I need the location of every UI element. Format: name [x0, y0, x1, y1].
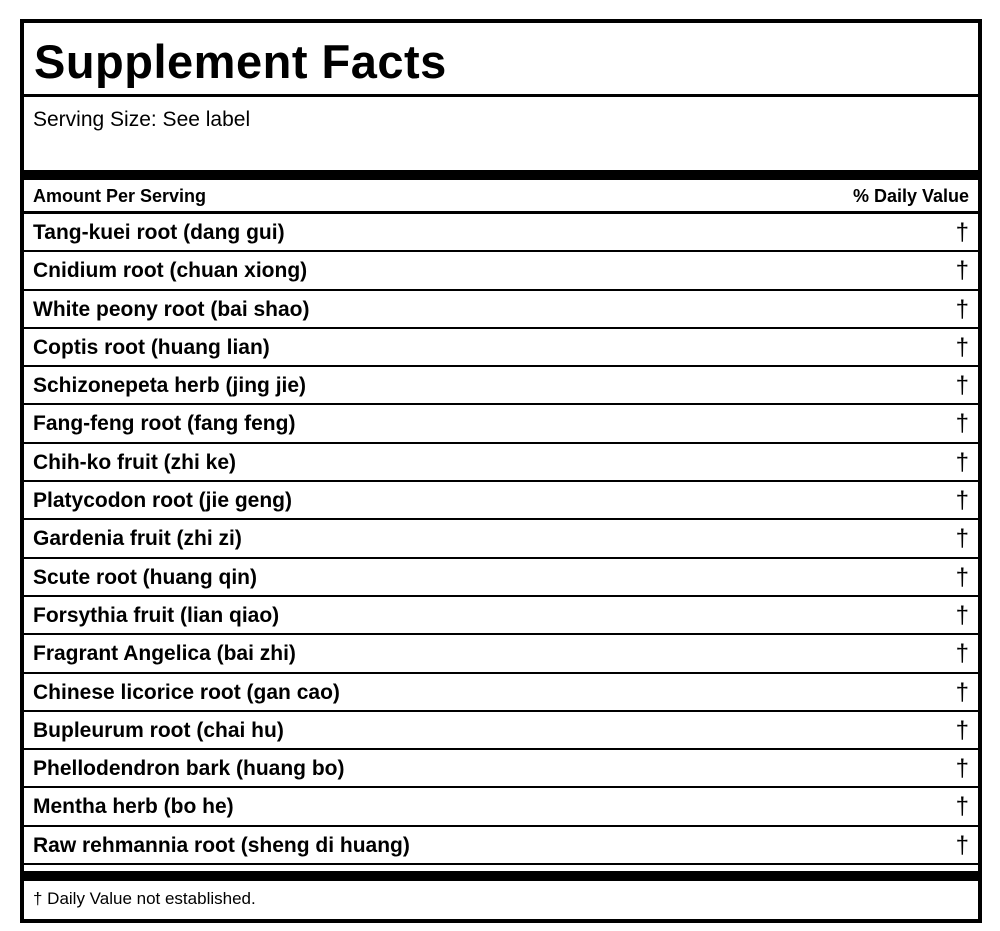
ingredient-row [24, 597, 978, 635]
ingredient-name: Tang-kuei root (dang gui) [33, 221, 285, 244]
daily-value-dagger: † [955, 219, 969, 246]
serving-size: Serving Size: See label [33, 108, 251, 131]
ingredient-row [24, 788, 978, 826]
column-header-row [24, 180, 978, 214]
ingredient-row [24, 291, 978, 329]
thick-divider-top [24, 170, 978, 180]
daily-value-dagger: † [955, 563, 969, 591]
ingredient-name: Coptis root (huang lian) [33, 335, 270, 359]
daily-value-dagger: † [955, 372, 969, 400]
ingredient-row [24, 635, 978, 673]
daily-value-dagger: † [955, 793, 969, 821]
ingredient-row [24, 214, 978, 252]
daily-value-dagger: † [955, 448, 969, 476]
ingredient-row [24, 520, 978, 558]
footnote: † Daily Value not established. [33, 889, 256, 908]
daily-value-dagger: † [955, 295, 969, 323]
ingredient-row [24, 405, 978, 443]
ingredient-name: Gardenia fruit (zhi zi) [33, 527, 242, 551]
ingredient-row [24, 482, 978, 520]
supplement-facts-label [20, 19, 982, 923]
daily-value-dagger: † [955, 601, 969, 629]
ingredient-row [24, 750, 978, 788]
daily-value-dagger: † [955, 640, 969, 668]
ingredient-name: White peony root (bai shao) [33, 297, 310, 321]
daily-value-dagger: † [955, 410, 969, 438]
ingredient-name: Cnidium root (chuan xiong) [33, 259, 308, 283]
daily-value-dagger: † [955, 716, 969, 744]
daily-value-dagger: † [955, 678, 969, 706]
daily-value-dagger: † [955, 831, 969, 859]
title-section [24, 23, 978, 97]
ingredient-name: Chih-ko fruit (zhi ke) [33, 450, 236, 474]
ingredient-row [24, 559, 978, 597]
ingredient-row [24, 329, 978, 367]
ingredient-row [24, 674, 978, 712]
serving-section [24, 97, 978, 170]
thick-divider-bottom [24, 871, 978, 881]
ingredient-row [24, 367, 978, 405]
daily-value-dagger: † [955, 525, 969, 553]
ingredient-list [24, 214, 978, 865]
ingredient-name: Bupleurum root (chai hu) [33, 718, 284, 742]
ingredient-name: Fang-feng root (fang feng) [33, 412, 296, 436]
ingredient-name: Platycodon root (jie geng) [33, 489, 293, 513]
daily-value-dagger: † [955, 257, 969, 285]
ingredient-name: Forsythia fruit (lian qiao) [33, 603, 280, 627]
ingredient-row [24, 827, 978, 865]
ingredient-name: Scute root (huang qin) [33, 565, 257, 589]
label-title: Supplement Facts [34, 35, 447, 88]
daily-value-header: % Daily Value [852, 186, 969, 206]
daily-value-dagger: † [955, 487, 969, 515]
ingredient-row [24, 444, 978, 482]
ingredient-name: Chinese licorice root (gan cao) [33, 680, 340, 704]
footnote-section [24, 881, 978, 919]
ingredient-name: Fragrant Angelica (bai zhi) [33, 642, 296, 666]
daily-value-dagger: † [955, 755, 969, 783]
ingredient-name: Phellodendron bark (huang bo) [33, 757, 345, 781]
ingredient-name: Raw rehmannia root (sheng di huang) [33, 833, 410, 857]
ingredient-row [24, 712, 978, 750]
daily-value-dagger: † [955, 333, 969, 361]
ingredient-row [24, 252, 978, 290]
ingredient-name: Schizonepeta herb (jing jie) [33, 374, 307, 398]
ingredient-name: Mentha herb (bo he) [33, 795, 234, 819]
amount-per-serving-header: Amount Per Serving [33, 186, 207, 206]
